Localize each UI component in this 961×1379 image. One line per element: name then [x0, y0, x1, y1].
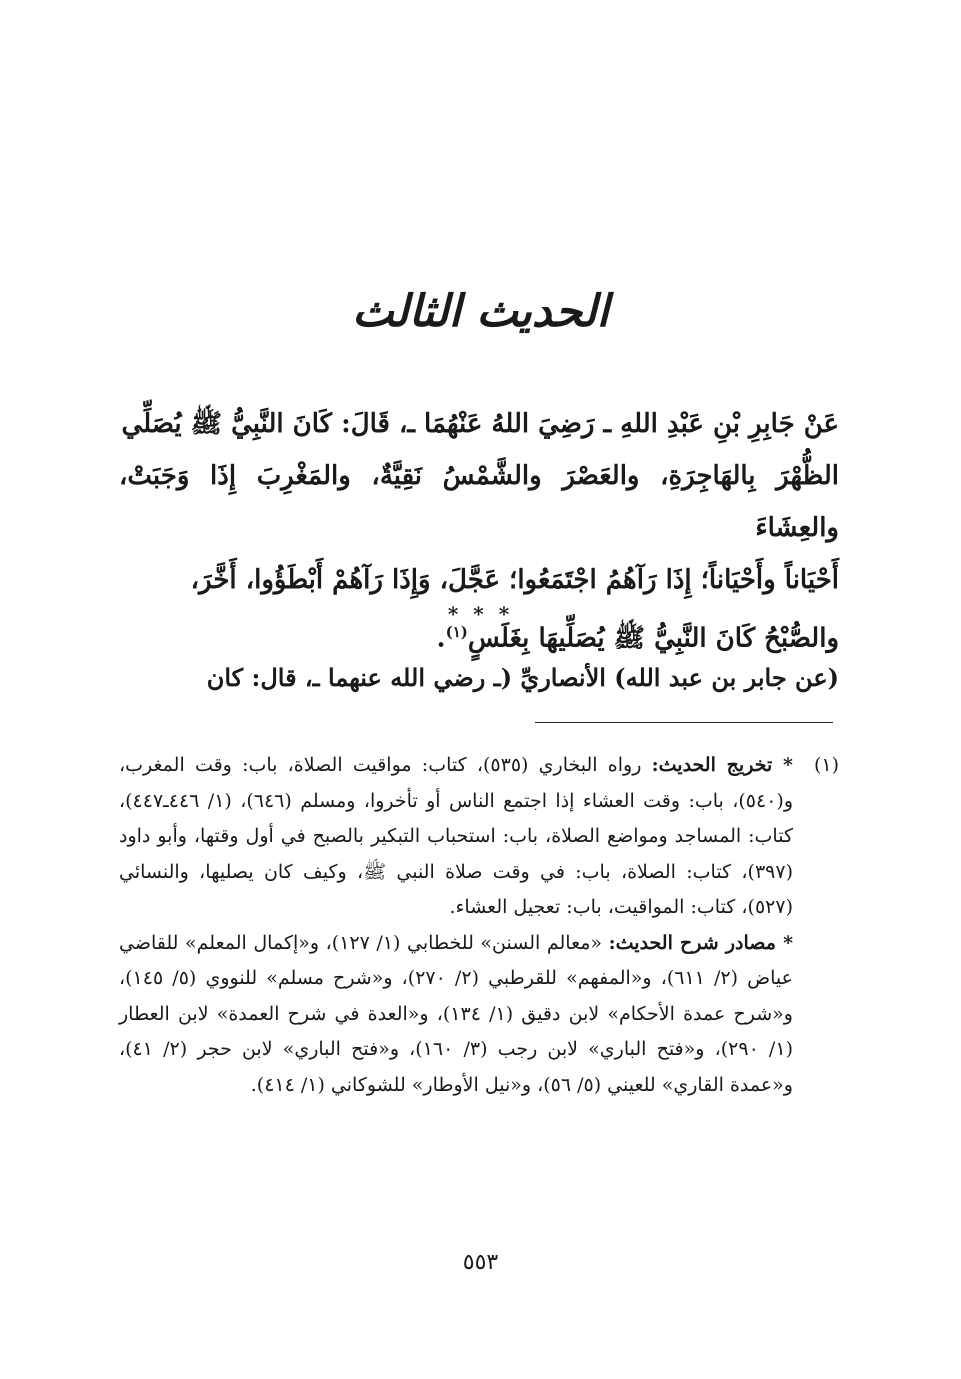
hadith-line-end: .	[436, 623, 446, 654]
footnote-item	[119, 748, 839, 1103]
hadith-line: أَحْيَاناً وأَحْيَاناً؛ إِذَا رَآهُمُ اجْتَمَعُوا؛ عَجَّلَ، وَإِذَا رَآهُمْ أَبْطَؤُوا، أَخَّرَ،	[190, 565, 839, 595]
commentary-text	[119, 656, 839, 700]
commentary-line: (عن جابر بن عبد الله) الأنصاريِّ (ـ رضي الله عنهما ـ، قال: كان	[206, 663, 839, 692]
hadith-line: عَنْ جَابِرِ بْنِ عَبْدِ اللهِ ـ رَضِيَ اللهُ عَنْهُمَا ـ، قَالَ: كَانَ النَّبِيُّ ﷺ يُصَلِّي	[121, 409, 839, 439]
hadith-line-text: والصُّبْحُ كَانَ النَّبِيُّ ﷺ يُصَلِّيهَا بِغَلَسٍ	[467, 623, 839, 654]
takhrij-heading: * تخريج الحديث:	[651, 754, 793, 776]
footnotes	[119, 748, 839, 1103]
footnote-reference: (١)	[445, 623, 468, 641]
masadir-text: «معالم السنن» للخطابي (١/ ١٢٧)، و«إكمال المعلم» للقاضي عياض (٢/ ٦١١)، و«المفهم» للقرطبي (٢/ ٢٧٠)، و«شرح مسلم» للنووي (٥/ ١٤٥)، و«شرح عمدة الأحكام» لابن دقيق (١/ ١٣٤)، و«العدة في شرح العمدة» لابن العطار (١/ ٢٩٠)، و«فتح الباري» لابن رجب (٣/ ١٦٠)، و«فتح الباري» لابن حجر (٢/ ٤١)، و«عمدة القاري» للعيني (٥/ ٥٦)، و«نيل الأوطار» للشوكاني (١/ ٤١٤).	[119, 931, 793, 1096]
footnote-number: (١)	[813, 754, 839, 776]
takhrij-text: رواه البخاري (٥٣٥)، كتاب: مواقيت الصلاة، باب: وقت المغرب، و(٥٤٠)، باب: وقت العشاء إذا اجتمع الناس أو تأخروا، ومسلم (٦٤٦)، (١/ ٤٤٦ـ٤٤٧)، كتاب: المساجد ومواضع الصلاة، باب: استحباب التبكير بالصبح في أول وقتها، وأبو داود (٣٩٧)، كتاب: الصلاة، باب: في وقت صلاة النبي ﷺ، وكيف كان يصليها، والنسائي (٥٢٧)، كتاب: المواقيت، باب: تعجيل العشاء.	[119, 754, 793, 918]
section-separator: * * *	[447, 602, 514, 626]
hadith-line: الظُّهْرَ بِالهَاجِرَةِ، والعَصْرَ والشَّمْسُ نَقِيَّةٌ، والمَغْرِبَ إِذَا وَجَبَتْ، والعِشَاءَ	[119, 461, 839, 543]
chapter-title: الحديث الثالث	[352, 286, 609, 337]
takhrij-paragraph	[119, 748, 793, 926]
page-number: ٥٥٣	[462, 1250, 499, 1275]
footnote-divider	[535, 722, 833, 723]
masadir-paragraph	[119, 926, 793, 1104]
masadir-heading: * مصادر شرح الحديث:	[608, 931, 793, 954]
